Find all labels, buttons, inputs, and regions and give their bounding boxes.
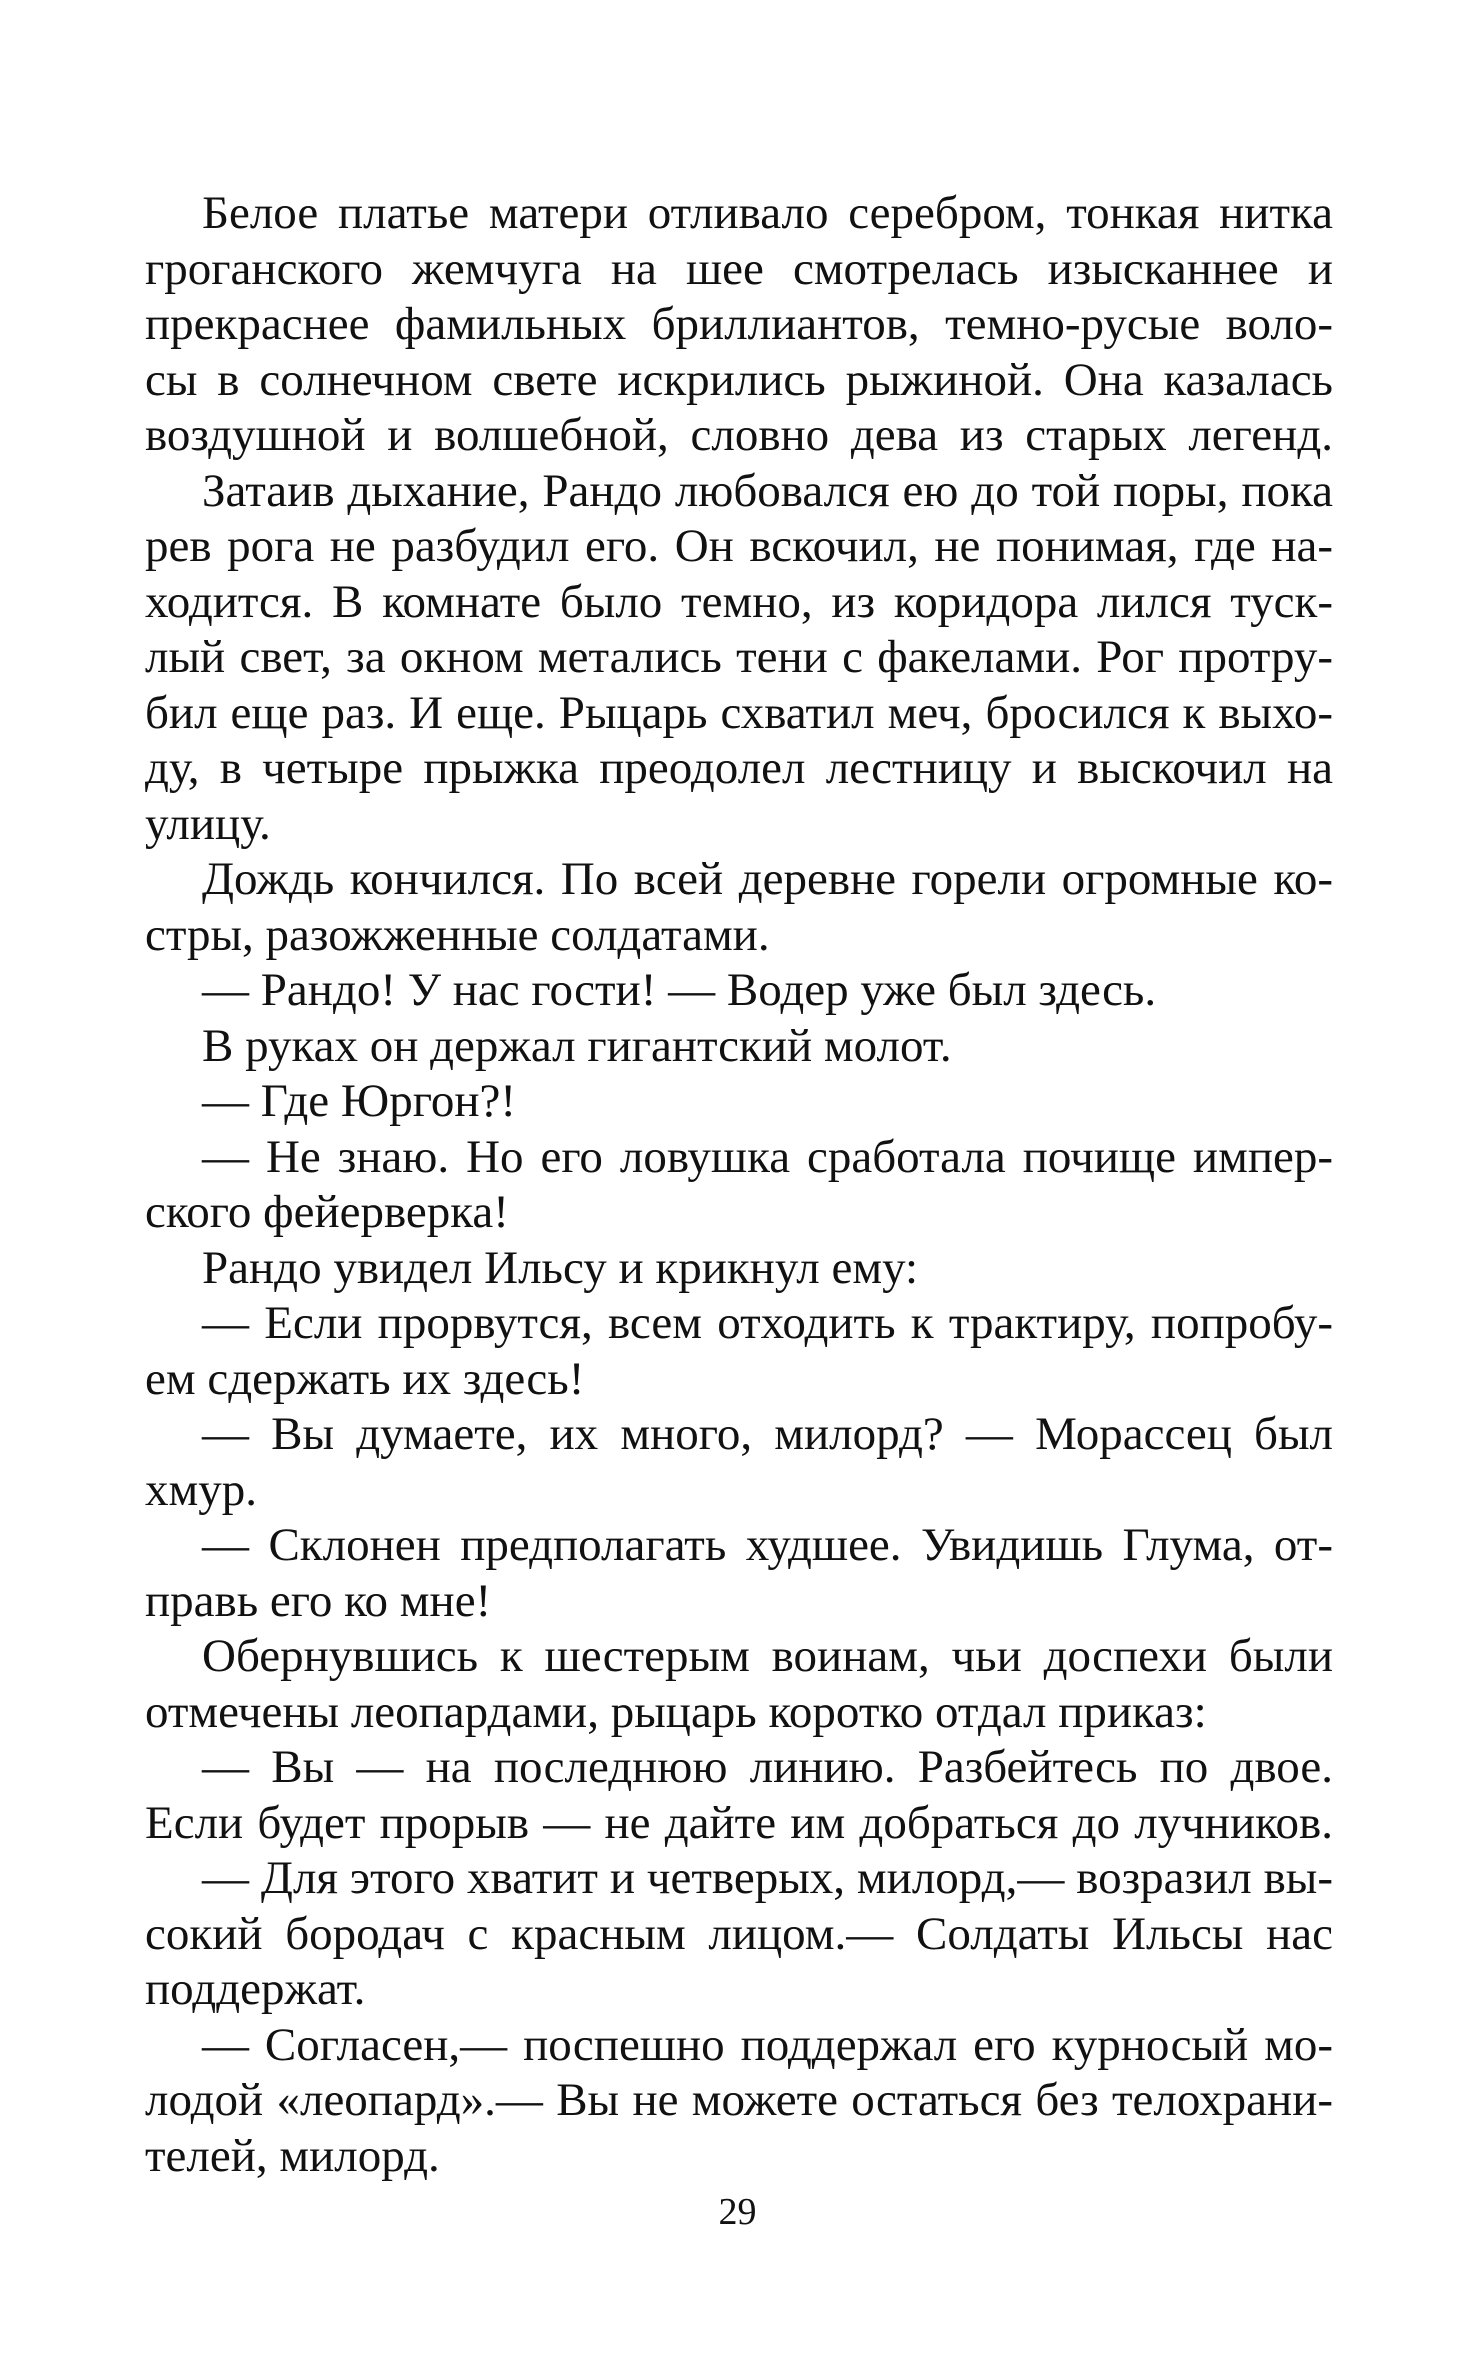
text-line: сы в солнечном свете искрились рыжиной. Она казалась — [145, 353, 1333, 406]
text-line: — Вы думаете, их много, милорд? — Морассец был — [202, 1408, 1333, 1460]
text-line: поддержат. — [145, 1963, 366, 2015]
text-line: гроганского жемчуга на шее смотрелась изысканнее и — [145, 242, 1333, 295]
text-line: В руках он держал гигантский молот. — [202, 1019, 952, 1072]
text-line: прекраснее фамильных бриллиантов, темно-русые воло- — [145, 298, 1333, 350]
text-line: правь его ко мне! — [145, 1574, 492, 1627]
text-line: рев рога не разбудил его. Он вскочил, не понимая, где на- — [145, 520, 1333, 572]
text-line: — Если прорвутся, всем отходить к трактиру, попробу- — [202, 1297, 1333, 1349]
text-line: отмечены леопардами, рыцарь коротко отдал приказ: — [145, 1685, 1207, 1738]
text-line: ем сдержать их здесь! — [145, 1352, 585, 1405]
text-line: воздушной и волшебной, словно дева из старых легенд. — [145, 409, 1333, 461]
text-line: Обернувшись к шестерым воинам, чьи доспехи были — [202, 1630, 1333, 1682]
page-body — [145, 186, 1333, 2184]
text-line: хмур. — [145, 1463, 257, 1516]
text-line: лый свет, за окном метались тени с факелами. Рог протру- — [145, 631, 1333, 683]
text-line: Если будет прорыв — не дайте им добраться до лучников. — [145, 1796, 1333, 1849]
text-line: ходится. В комнате было темно, из коридора лился туск- — [145, 575, 1333, 628]
text-line: — Не знаю. Но его ловушка сработала почище импер- — [202, 1130, 1333, 1183]
text-line: телей, милорд. — [145, 2129, 440, 2182]
text-line: — Согласен,— поспешно поддержал его курносый мо- — [202, 2018, 1333, 2071]
text-line: сокий бородач с красным лицом.— Солдаты Ильсы нас — [145, 1907, 1333, 1960]
text-line: Затаив дыхание, Рандо любовался ею до той поры, пока — [202, 464, 1333, 517]
page-number: 29 — [718, 2191, 757, 2233]
text-line: бил еще раз. И еще. Рыцарь схватил меч, бросился к выхо- — [145, 686, 1333, 739]
text-line: Рандо увидел Ильсу и крикнул ему: — [202, 1241, 919, 1294]
text-line: лодой «леопард».— Вы не можете остаться без телохрани- — [145, 2074, 1333, 2126]
text-line: ду, в четыре прыжка преодолел лестницу и выскочил на — [145, 742, 1333, 794]
text-line: — Где Юргон?! — [202, 1075, 516, 1127]
text-line: — Для этого хватит и четверых, милорд,— возразил вы- — [202, 1852, 1333, 1904]
text-line: — Вы — на последнюю линию. Разбейтесь по двое. — [202, 1741, 1333, 1793]
text-line: Дождь кончился. По всей деревне горели огромные ко- — [202, 853, 1333, 905]
text-line: — Склонен предполагать худшее. Увидишь Глума, от- — [202, 1519, 1333, 1571]
text-line: улицу. — [145, 797, 271, 850]
text-line: стры, разожженные солдатами. — [145, 908, 770, 961]
text-line: — Рандо! У нас гости! — Водер уже был здесь. — [202, 964, 1157, 1016]
text-line: Белое платье матери отливало серебром, тонкая нитка — [202, 187, 1333, 239]
text-line: ского фейерверка! — [145, 1186, 509, 1238]
